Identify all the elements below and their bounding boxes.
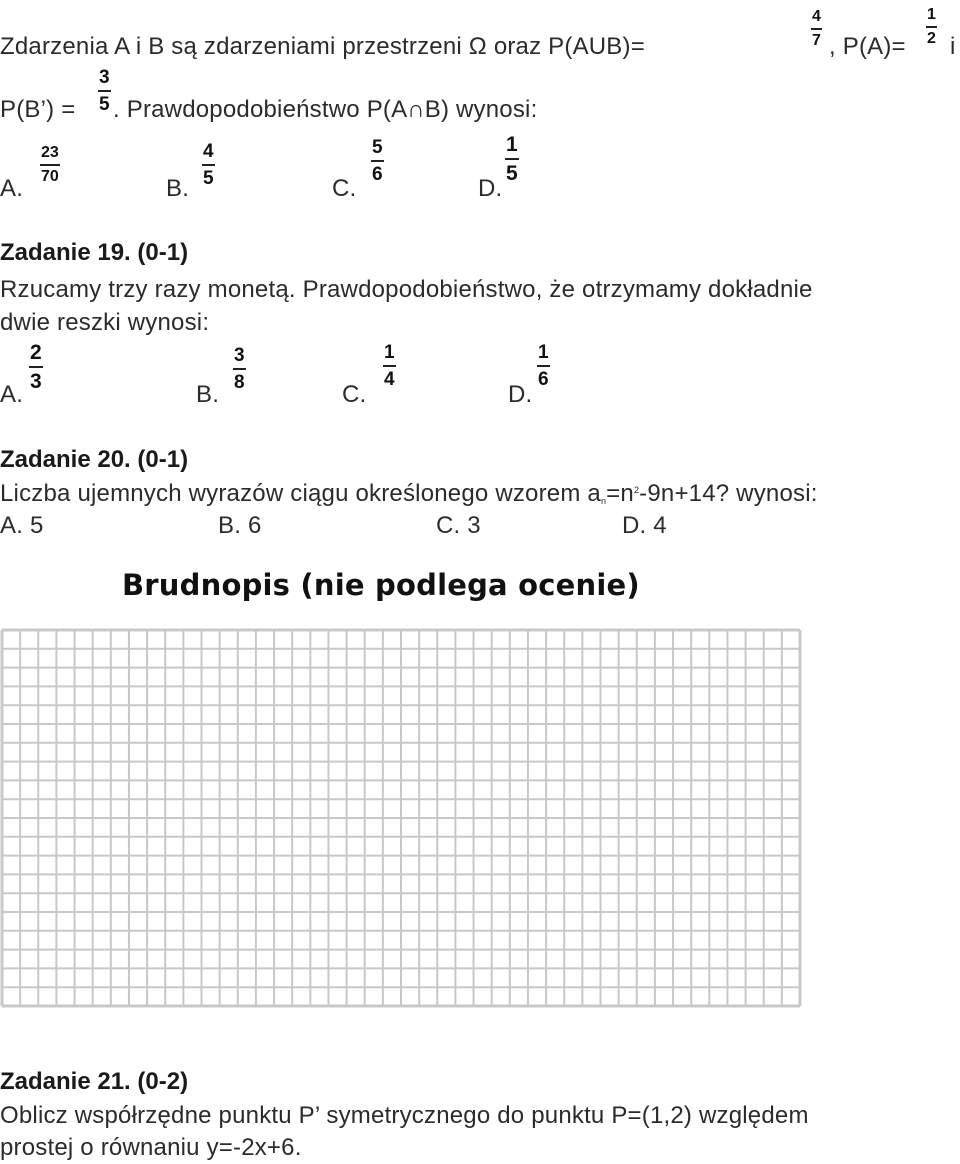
q20-heading: Zadanie 20. (0-1) <box>0 446 189 473</box>
fraction-bar <box>98 90 111 92</box>
q18-answer-c-fraction <box>371 138 384 184</box>
q19-answer-a-fraction <box>29 342 43 392</box>
q18-and-text: i <box>950 33 956 60</box>
q19-answer-b-fraction <box>233 346 246 392</box>
q18-line1 <box>0 33 645 61</box>
q18-answer-b-label: B. <box>166 175 190 202</box>
q18-answer-b-fraction <box>202 142 215 188</box>
q20-answer-a: A. 5 <box>0 512 44 539</box>
q20-superscript-2: 2 <box>633 485 640 495</box>
q20-text-a: Liczba ujemnych wyrazów ciągu określonego wzorem a <box>0 480 601 507</box>
fraction-bar <box>40 164 60 166</box>
q18-line2-rest-text: . Prawdopodobieństwo P(A∩B) wynosi: <box>113 96 538 123</box>
q20-answer-b: B. 6 <box>218 512 262 539</box>
q18-fraction-p-aub <box>811 9 822 49</box>
fraction-denominator: 7 <box>812 32 821 49</box>
fraction-bar <box>926 26 937 28</box>
fraction-numerator: 4 <box>203 141 214 162</box>
fraction-bar <box>233 368 246 370</box>
q20-text-b: =n <box>606 480 634 507</box>
scratch-grid <box>0 628 802 1008</box>
q18-line2-start <box>0 96 75 124</box>
fraction-denominator: 2 <box>927 30 936 47</box>
fraction-bar <box>505 158 519 160</box>
fraction-numerator: 1 <box>384 342 395 363</box>
fraction-denominator: 8 <box>234 372 245 393</box>
q18-answer-d-label: D. <box>478 175 503 202</box>
q19-answer-c-label: C. <box>342 381 367 408</box>
fraction-denominator: 5 <box>99 94 110 115</box>
q19-line2: dwie reszki wynosi: <box>0 309 210 336</box>
q19-answer-d-fraction <box>537 343 550 389</box>
q18-sep-text: , P(A)= <box>829 33 906 60</box>
q20-text-c: -9n+14? wynosi: <box>639 480 818 507</box>
q20-subscript-n: n <box>600 496 607 506</box>
fraction-denominator: 5 <box>203 168 214 189</box>
q21-line1: Oblicz współrzędne punktu P’ symetrycznego do punktu P=(1,2) względem <box>0 1102 809 1129</box>
fraction-denominator: 70 <box>41 168 59 185</box>
q20-line1 <box>0 480 818 508</box>
scratch-area-title: Brudnopis (nie podlega ocenie) <box>122 568 640 602</box>
q18-answer-d-fraction <box>505 134 519 184</box>
fraction-numerator: 3 <box>234 345 245 366</box>
q18-line1-text: Zdarzenia A i B są zdarzeniami przestrzeni Ω oraz P(AUB)= <box>0 33 645 60</box>
q18-answer-a-label: A. <box>0 175 24 202</box>
q19-answer-d-label: D. <box>508 381 533 408</box>
fraction-numerator: 1 <box>927 6 936 23</box>
q20-answer-c: C. 3 <box>436 512 481 539</box>
q18-and-word <box>950 33 956 61</box>
fraction-bar <box>202 164 215 166</box>
q19-line1: Rzucamy trzy razy monetą. Prawdopodobieństwo, że otrzymamy dokładnie <box>0 276 813 303</box>
fraction-bar <box>29 366 43 368</box>
q21-line2: prostej o równaniu y=-2x+6. <box>0 1134 302 1161</box>
fraction-denominator: 6 <box>538 369 549 390</box>
fraction-numerator: 23 <box>41 144 59 161</box>
q20-answer-d: D. 4 <box>622 512 667 539</box>
q18-line2-text: P(B’) = <box>0 96 76 123</box>
q21-heading: Zadanie 21. (0-2) <box>0 1068 189 1095</box>
q18-fraction-p-a <box>926 7 937 47</box>
fraction-numerator: 5 <box>372 137 383 158</box>
fraction-bar <box>383 365 396 367</box>
fraction-numerator: 1 <box>538 342 549 363</box>
fraction-bar <box>811 28 822 30</box>
fraction-denominator: 6 <box>372 164 383 185</box>
fraction-bar <box>537 365 550 367</box>
q19-heading: Zadanie 19. (0-1) <box>0 239 189 266</box>
q18-answer-a-fraction <box>40 145 60 185</box>
fraction-numerator: 1 <box>506 133 518 156</box>
q19-answer-a-label: A. <box>0 381 24 408</box>
q19-answer-c-fraction <box>383 343 396 389</box>
q19-answer-b-label: B. <box>196 381 220 408</box>
fraction-denominator: 3 <box>30 370 42 393</box>
q18-answer-c-label: C. <box>332 175 357 202</box>
q18-line2-rest <box>113 96 537 124</box>
q18-fraction-p-b <box>98 68 111 114</box>
fraction-denominator: 4 <box>384 369 395 390</box>
fraction-bar <box>371 160 384 162</box>
fraction-denominator: 5 <box>506 162 518 185</box>
fraction-numerator: 3 <box>99 67 110 88</box>
fraction-numerator: 2 <box>30 341 42 364</box>
fraction-numerator: 4 <box>812 8 821 25</box>
q18-line1-sep <box>829 33 906 61</box>
